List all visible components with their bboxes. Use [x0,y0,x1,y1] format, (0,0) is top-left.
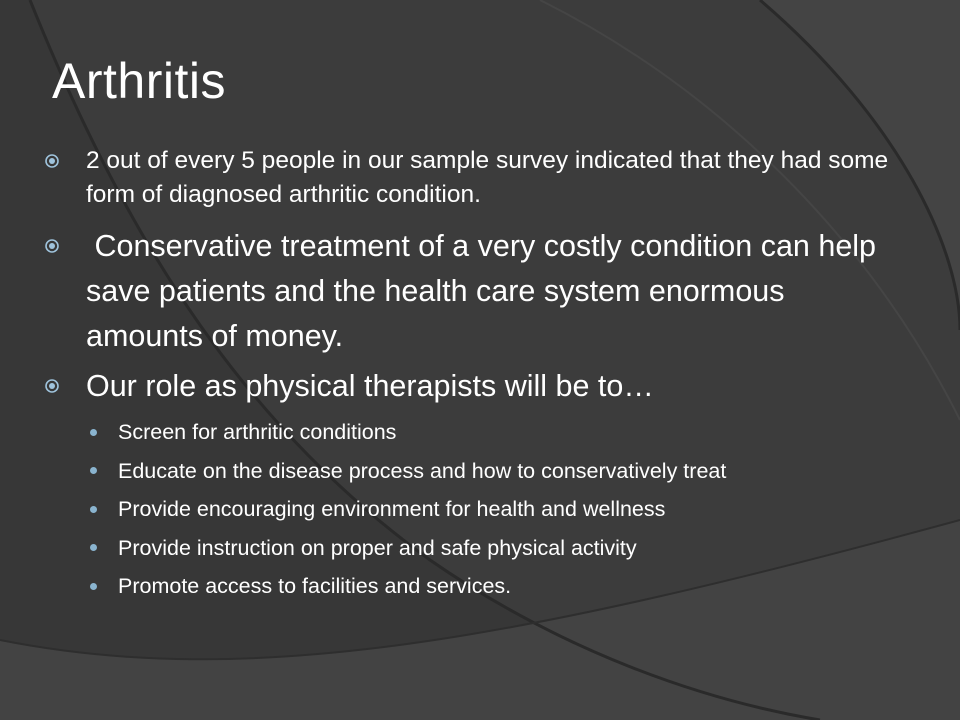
bullet-text: Conservative treatment of a very costly condition can help save patients and the health care system enormous amounts of money. [86,229,885,353]
bullet-item [44,365,904,407]
small-dot-bullet-icon [90,506,97,513]
sub-bullet-text: Provide encouraging environment for health and wellness [118,497,666,521]
sub-bullet-item [90,490,904,529]
circle-dot-bullet-icon [44,238,60,254]
bullet-text: 2 out of every 5 people in our sample survey indicated that they had some form of diagnosed arthritic condition. [86,147,889,208]
small-dot-bullet-icon [90,429,97,436]
sub-bullet-item [90,529,904,568]
circle-dot-bullet-icon [44,153,60,169]
sub-bullet-text: Promote access to facilities and services. [118,574,512,598]
sub-bullet-item [90,452,904,491]
small-dot-bullet-icon [90,544,97,551]
sub-bullet-text: Educate on the disease process and how to conservatively treat [118,458,727,483]
small-dot-bullet-icon [90,467,97,474]
small-dot-bullet-icon [90,583,97,590]
circle-dot-bullet-icon [44,378,60,394]
sub-bullet-text: Screen for arthritic conditions [118,420,397,444]
bullet-item [44,224,904,359]
slide-content [44,144,904,606]
sub-bullet-text: Provide instruction on proper and safe physical activity [118,535,637,560]
sub-bullet-list [90,413,904,606]
bullet-item [44,144,904,212]
slide-title: Arthritis [52,53,226,109]
sub-bullet-item [90,413,904,452]
bullet-text: Our role as physical therapists will be to… [86,369,654,403]
sub-bullet-item [90,567,904,606]
